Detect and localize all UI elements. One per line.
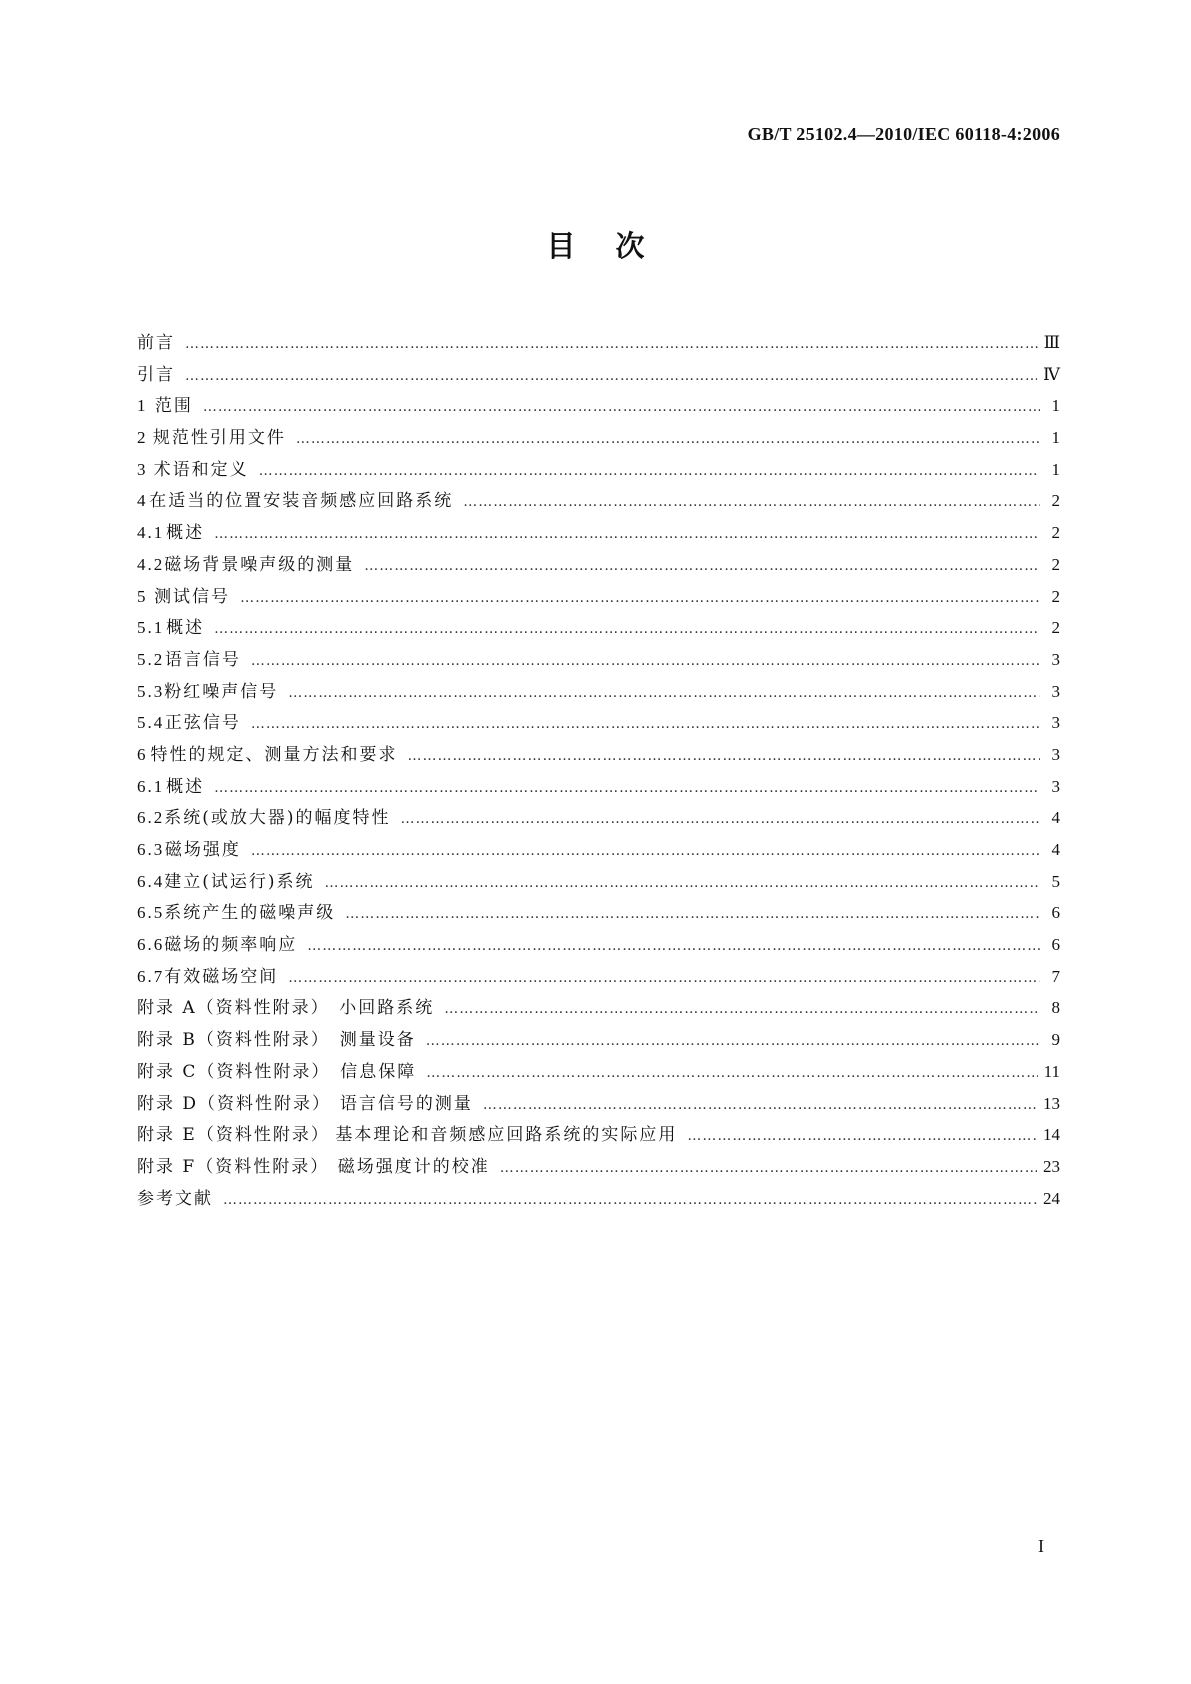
toc-page-number: 7 bbox=[1051, 966, 1060, 986]
toc-title: 测试信号 bbox=[154, 586, 231, 607]
toc-title: 概述 bbox=[166, 776, 205, 797]
toc-dot-leader bbox=[185, 361, 1037, 393]
toc-entry[interactable] bbox=[137, 707, 1060, 739]
toc-dot-leader bbox=[463, 487, 1040, 519]
toc-section-number: 6.2 bbox=[137, 808, 165, 828]
toc-page-number: 1 bbox=[1051, 396, 1060, 416]
toc-dot-leader bbox=[500, 1153, 1037, 1185]
toc-dot-leader bbox=[364, 551, 1040, 583]
toc-page-number: 13 bbox=[1043, 1093, 1060, 1113]
toc-entry[interactable] bbox=[137, 517, 1060, 549]
page-number: I bbox=[1038, 1536, 1044, 1556]
toc-page-number: 4 bbox=[1051, 840, 1060, 859]
toc-section-number: 3 bbox=[137, 459, 148, 479]
toc-title: 概述 bbox=[166, 618, 205, 639]
toc-entry[interactable] bbox=[137, 644, 1060, 676]
standard-code: GB/T 25102.4—2010/IEC 60118-4:2006 bbox=[747, 124, 1060, 144]
toc-page-number: 4 bbox=[1051, 808, 1060, 828]
toc-dot-leader bbox=[251, 646, 1040, 678]
toc-page-number: 2 bbox=[1051, 523, 1060, 543]
toc-section-number: 6.3 bbox=[137, 840, 165, 859]
toc-title: 信息保障 bbox=[340, 1061, 417, 1082]
toc-title: 范围 bbox=[154, 396, 193, 417]
toc-title: 磁场的频率响应 bbox=[164, 935, 298, 956]
toc-section-number: 1 bbox=[137, 396, 148, 416]
toc-annex-label: 附录 A（资料性附录） bbox=[137, 998, 330, 1019]
toc-title: 参考文献 bbox=[137, 1188, 213, 1209]
toc-dot-leader bbox=[288, 963, 1040, 995]
toc-page-number: 2 bbox=[1051, 491, 1060, 511]
toc-section-number: 4.1 bbox=[137, 523, 165, 543]
toc-title: 基本理论和音频感应回路系统的实际应用 bbox=[335, 1125, 678, 1146]
toc-page-number: Ⅲ bbox=[1043, 333, 1060, 352]
toc-section-number: 4 bbox=[137, 491, 148, 511]
toc-dot-leader bbox=[325, 868, 1040, 900]
toc-entry[interactable] bbox=[137, 612, 1060, 644]
toc-title: 测量设备 bbox=[339, 1030, 416, 1051]
toc-dot-leader bbox=[296, 424, 1040, 456]
toc-title: 语言信号的测量 bbox=[339, 1093, 473, 1114]
toc-page-number: 23 bbox=[1043, 1156, 1060, 1176]
toc-entry[interactable] bbox=[137, 897, 1060, 929]
toc-entry[interactable] bbox=[137, 549, 1060, 581]
toc-page-number: 6 bbox=[1051, 903, 1060, 923]
toc-page-number: 2 bbox=[1051, 554, 1060, 574]
toc-title: 系统产生的磁噪声级 bbox=[164, 903, 336, 924]
toc-section-number: 6.6 bbox=[137, 935, 165, 955]
toc-page-number: 9 bbox=[1051, 1030, 1060, 1050]
toc-page-number: 5 bbox=[1051, 871, 1060, 891]
toc-page-number: 3 bbox=[1051, 681, 1060, 701]
toc-page-number: 2 bbox=[1051, 586, 1060, 606]
toc-section-number: 6.5 bbox=[137, 903, 165, 923]
toc-page-number: 3 bbox=[1051, 776, 1060, 796]
table-of-contents bbox=[137, 327, 1060, 1214]
toc-title: 引言 bbox=[137, 364, 175, 385]
toc-dot-leader bbox=[223, 1185, 1037, 1217]
toc-entry[interactable] bbox=[137, 1088, 1060, 1120]
toc-entry[interactable] bbox=[137, 454, 1060, 486]
toc-entry[interactable] bbox=[137, 676, 1060, 708]
toc-page-number: 2 bbox=[1051, 618, 1060, 638]
toc-title: 前言 bbox=[137, 333, 175, 353]
toc-page-number: 24 bbox=[1043, 1188, 1060, 1208]
toc-title: 规范性引用文件 bbox=[152, 428, 286, 449]
toc-section-number: 5.1 bbox=[137, 618, 165, 638]
toc-page-number: 6 bbox=[1051, 935, 1060, 955]
toc-title: 小回路系统 bbox=[339, 998, 435, 1019]
toc-dot-leader bbox=[426, 1026, 1040, 1058]
toc-entry[interactable] bbox=[137, 1151, 1060, 1183]
toc-dot-leader bbox=[214, 614, 1040, 646]
toc-entry[interactable] bbox=[137, 1024, 1060, 1056]
toc-section-number: 5.4 bbox=[137, 713, 165, 733]
toc-dot-leader bbox=[444, 994, 1040, 1026]
toc-section-number: 2 bbox=[137, 428, 148, 448]
toc-dot-leader bbox=[426, 1058, 1037, 1090]
toc-annex-label: 附录 E（资料性附录） bbox=[137, 1125, 330, 1146]
toc-title: 磁场强度计的校准 bbox=[337, 1156, 490, 1177]
toc-title: 在适当的位置安装音频感应回路系统 bbox=[149, 491, 454, 512]
toc-dot-leader bbox=[214, 773, 1040, 805]
toc-entry[interactable] bbox=[137, 327, 1060, 359]
toc-dot-leader bbox=[345, 899, 1040, 931]
toc-entry[interactable] bbox=[137, 866, 1060, 898]
toc-dot-leader bbox=[214, 519, 1040, 551]
toc-page-number: 1 bbox=[1051, 459, 1060, 479]
toc-entry[interactable] bbox=[137, 422, 1060, 454]
toc-dot-leader bbox=[307, 931, 1040, 963]
toc-entry[interactable] bbox=[137, 359, 1060, 391]
toc-section-number: 6.1 bbox=[137, 776, 165, 796]
toc-entry[interactable] bbox=[137, 834, 1060, 866]
toc-dot-leader bbox=[687, 1121, 1037, 1153]
toc-title: 磁场强度 bbox=[164, 840, 241, 860]
toc-section-number: 5 bbox=[137, 586, 148, 606]
toc-dot-leader bbox=[259, 456, 1040, 488]
toc-title: 有效磁场空间 bbox=[164, 966, 279, 987]
toc-dot-leader bbox=[240, 583, 1040, 615]
toc-page-number: 11 bbox=[1043, 1061, 1060, 1081]
toc-title: 概述 bbox=[166, 523, 205, 544]
toc-section-number: 5.3 bbox=[137, 681, 165, 701]
toc-page-number: 3 bbox=[1051, 713, 1060, 733]
toc-title: 特性的规定、测量方法和要求 bbox=[150, 744, 398, 765]
toc-annex-label: 附录 C（资料性附录） bbox=[137, 1061, 331, 1082]
toc-title: 建立(试运行)系统 bbox=[164, 871, 315, 892]
page-title: 目次 bbox=[546, 229, 685, 263]
toc-page-number: 14 bbox=[1043, 1125, 1060, 1145]
toc-title: 磁场背景噪声级的测量 bbox=[164, 554, 355, 575]
toc-dot-leader bbox=[185, 329, 1038, 361]
toc-title: 正弦信号 bbox=[164, 713, 241, 734]
toc-entry[interactable] bbox=[137, 390, 1060, 422]
toc-page-number: 3 bbox=[1051, 649, 1060, 669]
toc-annex-label: 附录 F（资料性附录） bbox=[137, 1156, 330, 1177]
toc-page-number: 3 bbox=[1051, 744, 1060, 764]
toc-entry[interactable] bbox=[137, 739, 1060, 771]
toc-entry[interactable] bbox=[137, 992, 1060, 1024]
toc-page-number: 8 bbox=[1051, 998, 1060, 1018]
toc-dot-leader bbox=[203, 392, 1040, 424]
toc-entry[interactable] bbox=[137, 961, 1060, 993]
toc-entry[interactable] bbox=[137, 1056, 1060, 1088]
toc-title: 粉红噪声信号 bbox=[164, 681, 279, 702]
toc-entry[interactable] bbox=[137, 802, 1060, 834]
toc-annex-label: 附录 D（资料性附录） bbox=[137, 1093, 332, 1114]
toc-section-number: 4.2 bbox=[137, 554, 165, 574]
toc-page-number: 1 bbox=[1051, 428, 1060, 448]
toc-page-number: Ⅳ bbox=[1043, 364, 1060, 384]
toc-section-number: 6 bbox=[137, 744, 148, 764]
toc-dot-leader bbox=[483, 1090, 1037, 1122]
toc-entry[interactable] bbox=[137, 771, 1060, 803]
toc-dot-leader bbox=[251, 836, 1040, 868]
toc-title: 语言信号 bbox=[164, 649, 241, 670]
toc-entry[interactable] bbox=[137, 1183, 1060, 1215]
toc-dot-leader bbox=[288, 678, 1040, 710]
toc-annex-label: 附录 B（资料性附录） bbox=[137, 1030, 330, 1051]
toc-entry[interactable] bbox=[137, 929, 1060, 961]
toc-dot-leader bbox=[401, 804, 1040, 836]
toc-title: 术语和定义 bbox=[153, 459, 249, 480]
toc-entry[interactable] bbox=[137, 485, 1060, 517]
toc-entry[interactable] bbox=[137, 581, 1060, 613]
toc-section-number: 6.4 bbox=[137, 871, 165, 891]
toc-entry[interactable] bbox=[137, 1119, 1060, 1151]
toc-section-number: 6.7 bbox=[137, 966, 165, 986]
toc-dot-leader bbox=[251, 709, 1040, 741]
toc-title: 系统(或放大器)的幅度特性 bbox=[164, 808, 391, 829]
toc-section-number: 5.2 bbox=[137, 649, 165, 669]
toc-dot-leader bbox=[408, 741, 1041, 773]
